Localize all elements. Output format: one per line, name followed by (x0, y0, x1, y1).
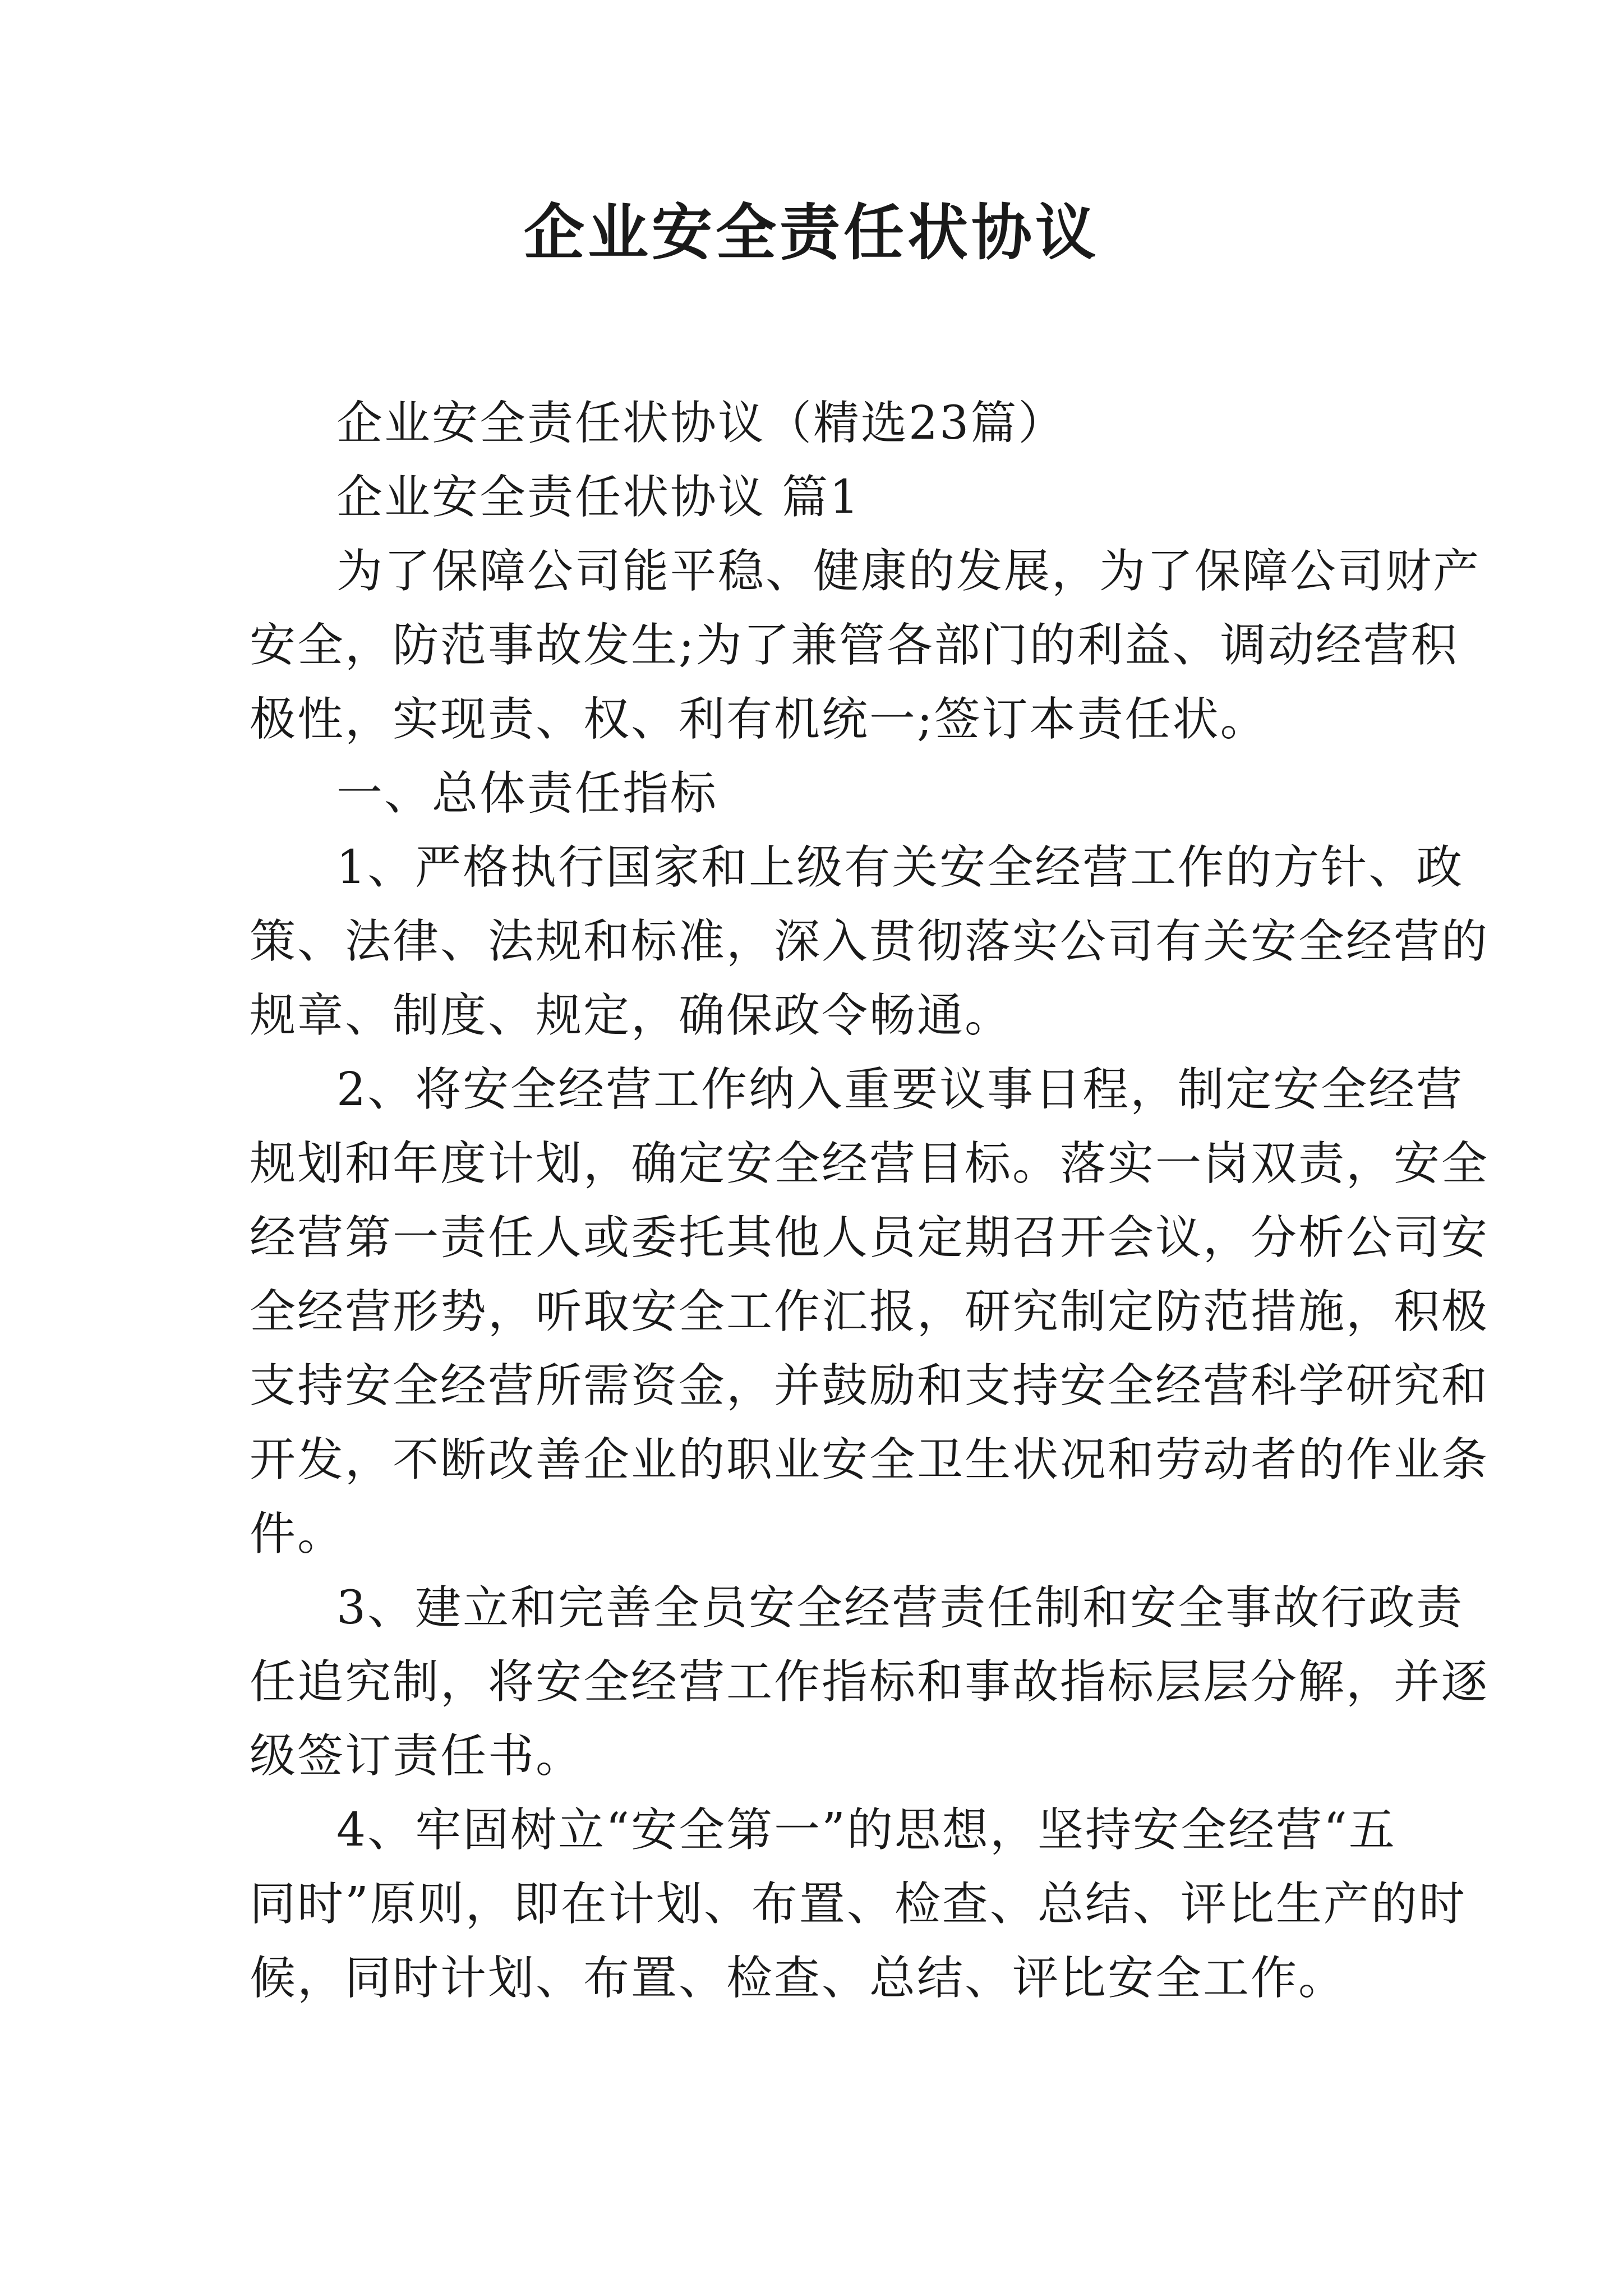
paragraph-line: 2、将安全经营工作纳入重要议事日程，制定安全经营 (336, 1063, 1464, 1116)
paragraph-line: 极性，实现责、权、利有机统一;签订本责任状。 (250, 693, 1268, 746)
paragraph-line: 级签订责任书。 (250, 1729, 584, 1783)
document-title: 企业安全责任状协议 (523, 197, 1099, 268)
paragraph-line: 开发，不断改善企业的职业安全卫生状况和劳动者的作业条 (250, 1433, 1490, 1487)
paragraph-line: 支持安全经营所需资金，并鼓励和支持安全经营科学研究和 (250, 1359, 1490, 1412)
paragraph-line: 规划和年度计划，确定安全经营目标。落实一岗双责，安全 (250, 1137, 1490, 1190)
paragraph-line: 件。 (250, 1507, 345, 1561)
heading-line: 一、总体责任指标 (336, 767, 718, 820)
paragraph-line: 安全，防范事故发生;为了兼管各部门的利益、调动经营积 (250, 619, 1459, 672)
paragraph-line: 4、牢固树立“安全第一”的思想，坚持安全经营“五 (336, 1803, 1396, 1857)
paragraph-line: 任追究制，将安全经营工作指标和事故指标层层分解，并逐 (250, 1655, 1490, 1709)
section-heading-line: 企业安全责任状协议 篇1 (336, 471, 861, 524)
subtitle-line: 企业安全责任状协议（精选23篇） (336, 397, 1066, 450)
paragraph-line: 3、建立和完善全员安全经营责任制和安全事故行政责 (336, 1581, 1464, 1635)
paragraph-line: 策、法律、法规和标准，深入贯彻落实公司有关安全经营的 (250, 915, 1490, 968)
paragraph-line: 全经营形势，听取安全工作汇报，研究制定防范措施，积极 (250, 1285, 1490, 1338)
paragraph-line: 候，同时计划、布置、检查、总结、评比安全工作。 (250, 1952, 1347, 2005)
paragraph-line: 规章、制度、规定，确保政令畅通。 (250, 989, 1013, 1042)
paragraph-line: 1、严格执行国家和上级有关安全经营工作的方针、政 (336, 841, 1464, 894)
paragraph-line: 经营第一责任人或委托其他人员定期召开会议，分析公司安 (250, 1211, 1490, 1264)
paragraph-line: 同时”原则，即在计划、布置、检查、总结、评比生产的时 (250, 1878, 1467, 1931)
paragraph-line: 为了保障公司能平稳、健康的发展，为了保障公司财产 (336, 545, 1481, 598)
